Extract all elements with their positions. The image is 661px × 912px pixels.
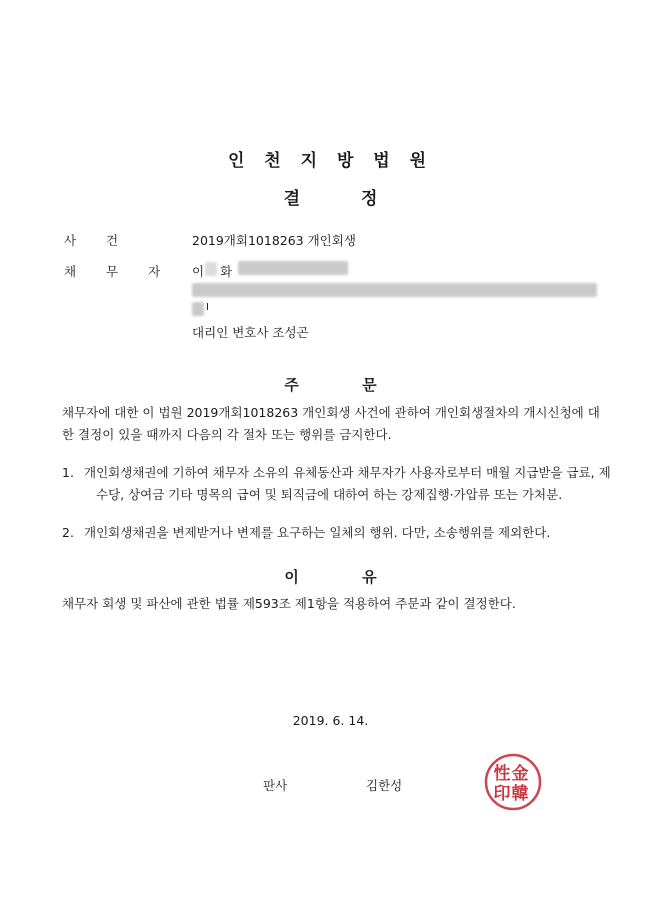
judge-seal [483,752,543,812]
court-name: 인 천 지 방 법 원 [227,151,434,171]
document-title: 결 정 [283,189,378,209]
case-label: 사 건 [64,233,119,248]
seal-char: 性 [493,764,511,784]
debtor-agent: 대리인 변호사 조성곤 [192,325,309,340]
order-item-number: 2. [62,525,74,540]
order-item-text: 개인회생채권을 변제받거나 변제를 요구하는 일체의 행위. 다만, 소송행위를 제외한다. [84,525,551,540]
judge-title: 판사 [263,778,288,793]
reason-text: 채무자 회생 및 파산에 관한 법률 제593조 제1항을 적용하여 주문과 같이 결정한다. [62,596,516,611]
seal-char: 韓 [511,784,529,804]
order-item-text: 개인회생채권에 기하여 채무자 소유의 유체동산과 채무자가 사용자로부터 매월 지급받을 급료, 제수당, 상여금 기타 명목의 급여 및 퇴직금에 대하여 하는 강제집행·가압류 또는 가처분. [84,465,611,502]
order-heading: 주 문 [284,376,377,394]
debtor-name-char: 이 [192,264,205,279]
debtor-name-char-2: 화 [220,264,233,279]
debtor-label: 채 무 자 [64,264,161,279]
decision-date: 2019. 6. 14. [292,713,369,728]
redaction-block [238,261,348,275]
redaction-block [192,283,597,297]
redaction-block [192,302,204,316]
redaction-block [205,262,217,276]
debtor-line-tail: I [206,302,209,313]
reason-heading: 이 유 [284,568,377,586]
seal-char: 印 [493,784,511,804]
order-item-number: 1. [62,465,74,480]
seal-char: 金 [511,764,529,784]
order-intro: 채무자에 대한 이 법원 2019개회1018263 개인회생 사건에 관하여 개인회생절차의 개시신청에 대한 결정이 있을 때까지 다음의 각 절차 또는 행위를 금지한다. [62,405,600,442]
judge-name: 김한성 [366,778,403,793]
case-value: 2019개회1018263 개인회생 [192,233,356,248]
